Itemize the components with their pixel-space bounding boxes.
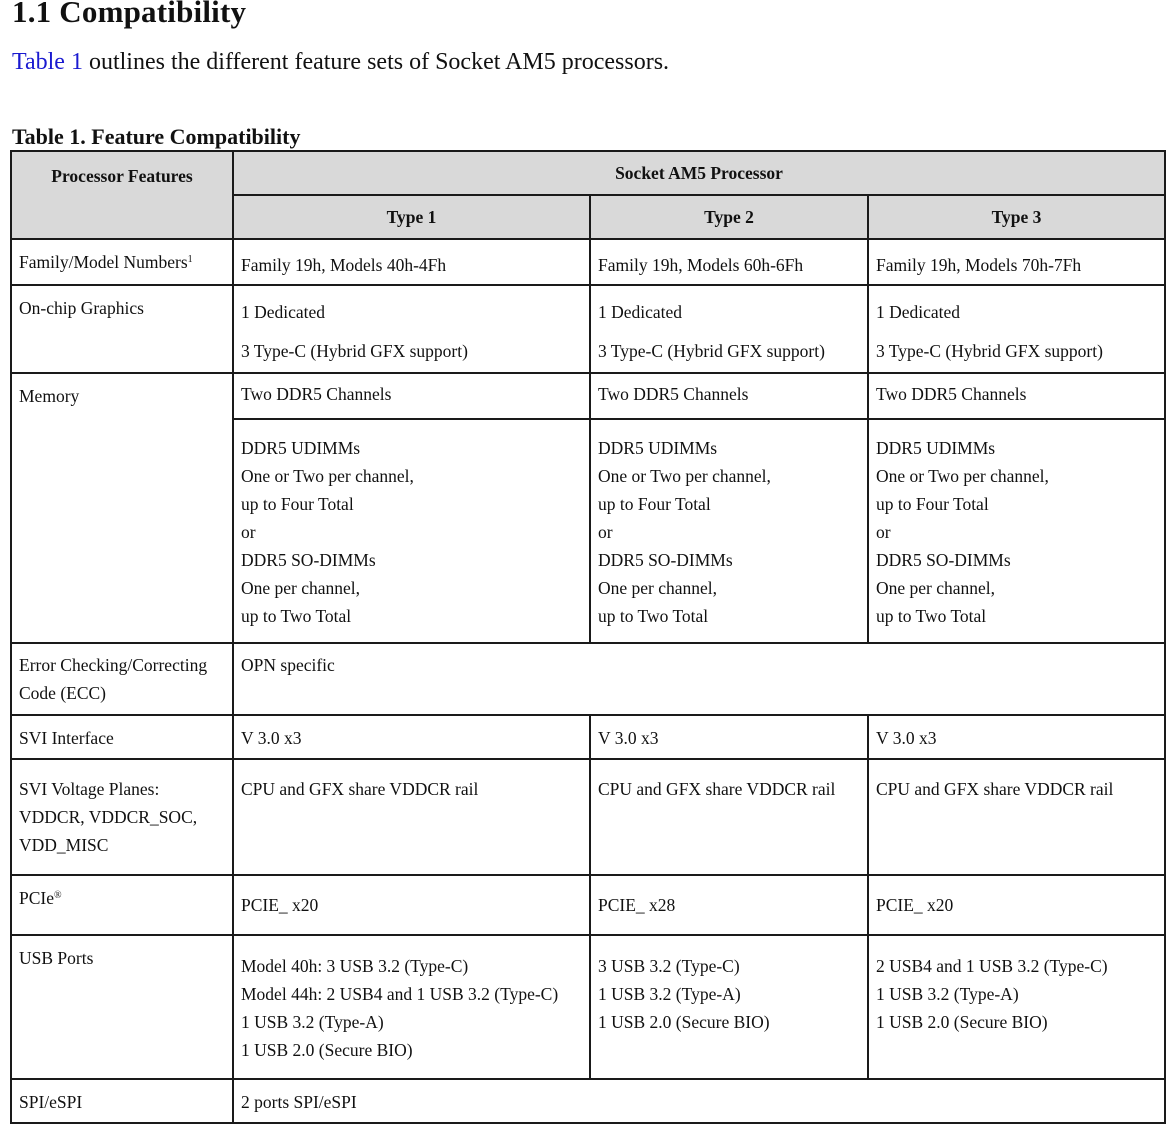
- table-row-ecc: [11, 643, 1165, 715]
- row-label-ecc: Error Checking/Correcting Code (ECC): [11, 643, 233, 715]
- table-row-family: [11, 239, 1165, 285]
- header-type-2: Type 2: [590, 195, 868, 239]
- feature-compatibility-table: [10, 150, 1166, 1124]
- cell-pcie-type-2: PCIE_ x28: [590, 875, 868, 935]
- cell-graphics-type-2: 1 Dedicated 3 Type-C (Hybrid GFX support): [590, 285, 868, 373]
- cell-usb-type-3: 2 USB4 and 1 USB 3.2 (Type-C) 1 USB 3.2 (Type-A) 1 USB 2.0 (Secure BIO): [868, 935, 1165, 1079]
- cell-ecc-all-types: OPN specific: [233, 643, 1165, 715]
- intro-text: outlines the different feature sets of Socket AM5 processors.: [82, 49, 670, 75]
- cell-family-type-3: Family 19h, Models 70h-7Fh: [868, 239, 1165, 285]
- table-row-voltage-planes: [11, 759, 1165, 875]
- cell-usb-type-1: Model 40h: 3 USB 3.2 (Type-C) Model 44h: 2 USB4 and 1 USB 3.2 (Type-C) 1 USB 3.2 (Type-A) 1 USB 2.0 (Secure BIO): [233, 935, 590, 1079]
- cell-memory-type-2: Two DDR5 Channels DDR5 UDIMMs One or Two per channel, up to Four Total or DDR5 SO-DIMMs One per channel, up to Two Total: [590, 373, 868, 643]
- table-row-spi: [11, 1079, 1165, 1123]
- cell-svi-type-1: V 3.0 x3: [233, 715, 590, 759]
- header-type-1: Type 1: [233, 195, 590, 239]
- row-label-usb: USB Ports: [11, 935, 233, 1079]
- cell-planes-type-3: CPU and GFX share VDDCR rail: [868, 759, 1165, 875]
- cell-planes-type-1: CPU and GFX share VDDCR rail: [233, 759, 590, 875]
- cell-graphics-type-3: 1 Dedicated 3 Type-C (Hybrid GFX support): [868, 285, 1165, 373]
- row-label-family: Family/Model Numbers$^1$: [11, 239, 233, 285]
- footnote-marker: 1: [187, 254, 193, 265]
- row-label-svi: SVI Interface: [11, 715, 233, 759]
- section-title: 1.1 Compatibility: [12, 0, 247, 29]
- table-row-usb: [11, 935, 1165, 1079]
- cell-spi-all-types: 2 ports SPI/eSPI: [233, 1079, 1165, 1123]
- row-label-graphics: On-chip Graphics: [11, 285, 233, 373]
- row-label-voltage-planes: SVI Voltage Planes: VDDCR, VDDCR_SOC, VDD_MISC: [11, 759, 233, 875]
- table-row-memory: [11, 373, 1165, 643]
- registered-mark: ®: [54, 890, 62, 901]
- row-label-memory: Memory: [11, 373, 233, 643]
- table-reference-link[interactable]: Table 1: [12, 49, 83, 75]
- cell-svi-type-3: V 3.0 x3: [868, 715, 1165, 759]
- cell-usb-type-2: 3 USB 3.2 (Type-C) 1 USB 3.2 (Type-A) 1 USB 2.0 (Secure BIO): [590, 935, 868, 1079]
- cell-memory-type-1: Two DDR5 Channels DDR5 UDIMMs One or Two per channel, up to Four Total or DDR5 SO-DIMMs One per channel, up to Two Total: [233, 373, 590, 643]
- cell-family-type-1: Family 19h, Models 40h-4Fh: [233, 239, 590, 285]
- header-socket-am5: Socket AM5 Processor: [233, 151, 1165, 195]
- intro-paragraph: [12, 49, 669, 76]
- table-row-svi: [11, 715, 1165, 759]
- table-row-graphics: [11, 285, 1165, 373]
- row-label-spi: SPI/eSPI: [11, 1079, 233, 1123]
- row-label-pcie: PCIe®: [11, 875, 233, 935]
- cell-graphics-type-1: 1 Dedicated 3 Type-C (Hybrid GFX support): [233, 285, 590, 373]
- cell-pcie-type-3: PCIE_ x20: [868, 875, 1165, 935]
- header-type-3: Type 3: [868, 195, 1165, 239]
- cell-pcie-type-1: PCIE_ x20: [233, 875, 590, 935]
- header-processor-features: Processor Features: [11, 151, 233, 239]
- table-caption: Table 1. Feature Compatibility: [12, 124, 301, 149]
- cell-svi-type-2: V 3.0 x3: [590, 715, 868, 759]
- table-row-pcie: [11, 875, 1165, 935]
- cell-family-type-2: Family 19h, Models 60h-6Fh: [590, 239, 868, 285]
- cell-planes-type-2: CPU and GFX share VDDCR rail: [590, 759, 868, 875]
- cell-memory-type-3: Two DDR5 Channels DDR5 UDIMMs One or Two per channel, up to Four Total or DDR5 SO-DIMMs One per channel, up to Two Total: [868, 373, 1165, 643]
